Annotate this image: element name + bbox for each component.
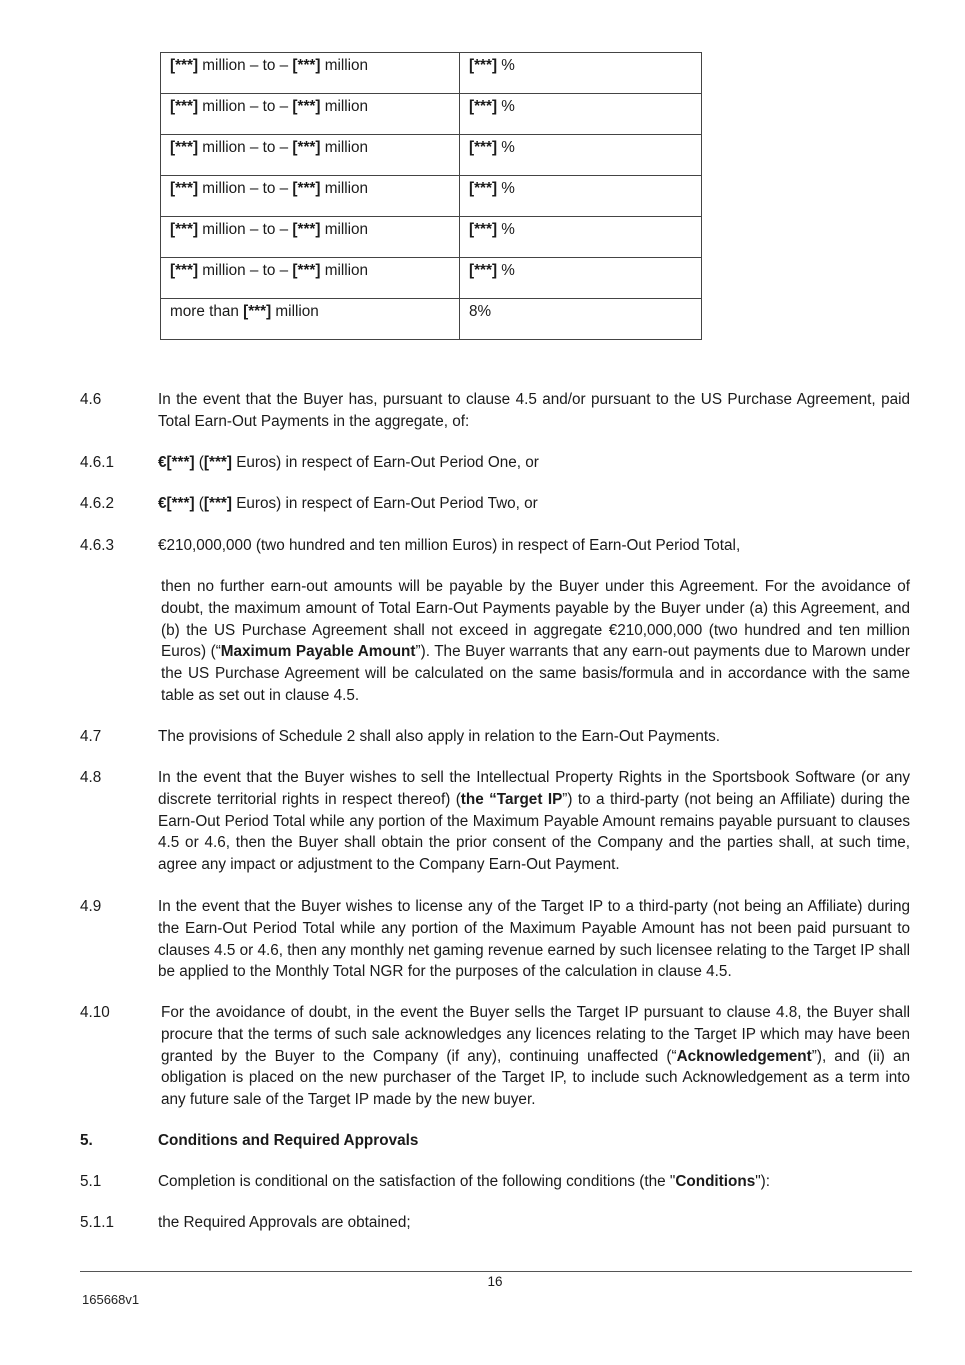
clause-text: In the event that the Buyer has, pursuant to clause 4.5 and/or pursuant to the US Purchase Agreement, paid Total Earn-Out Payments in the aggregate, of: — [158, 391, 910, 430]
clause-number: 4.9 — [80, 898, 102, 915]
table-row — [161, 135, 702, 176]
threshold-cell: [***] million – to – [***] million — [161, 135, 460, 176]
threshold-cell: [***] million – to – [***] million — [161, 94, 460, 135]
clause-4-7 — [80, 726, 910, 748]
clause-text: For the avoidance of doubt, in the event the Buyer sells the Target IP pursuant to clause 4.8, the Buyer shall procure that the terms of such sale acknowledges any licences relating to the Target IP which may have been granted by the Buyer to the Company (if any), continuing unaffected (“Acknowledgement”), and (ii) an obligation is placed on the new purchaser of the Target IP, to include such Acknowledgement as a term into any future sale of the Target IP made by the new buyer. — [161, 1004, 910, 1109]
clause-text: In the event that the Buyer wishes to license any of the Target IP to a third-party (not being an Affiliate) during the Earn-Out Period Total while any portion of the Maximum Payable Amount has not been paid pursuant to clauses 4.5 or 4.6, then any monthly net gaming revenue earned by such licensee relating to the Target IP shall be applied to the Monthly Total NGR for the purposes of the calculation in clause 4.5. — [158, 898, 910, 981]
then-paragraph — [80, 576, 910, 707]
clause-text: The provisions of Schedule 2 shall also apply in relation to the Earn-Out Payments. — [158, 728, 721, 745]
clause-4-10 — [80, 1002, 910, 1111]
threshold-cell: [***] million – to – [***] million — [161, 53, 460, 94]
clause-4-6-2 — [80, 493, 910, 515]
threshold-cell: [***] million – to – [***] million — [161, 217, 460, 258]
table-row — [161, 94, 702, 135]
clause-text: €210,000,000 (two hundred and ten million Euros) in respect of Earn-Out Period Total, — [158, 537, 741, 554]
clause-text: In the event that the Buyer wishes to sell the Intellectual Property Rights in the Sportsbook Software (or any discrete territorial rights in respect thereof) (the “Target IP”) to a third-party (not being an Affiliate) during the Earn-Out Period Total while any portion of the Maximum Payable Amount remains payable pursuant to clauses 4.5 or 4.6, then the Buyer shall obtain the prior consent of the Company and the parties shall, at such time, agree any impact or adjustment to the Company Earn-Out Payment. — [158, 769, 910, 874]
clause-number: 4.6.3 — [80, 537, 115, 554]
rate-cell: [***] % — [460, 176, 702, 217]
clause-4-6-3 — [80, 535, 910, 557]
rate-cell: [***] % — [460, 258, 702, 299]
clause-text: Completion is conditional on the satisfaction of the following conditions (the "Conditions"): — [158, 1173, 770, 1190]
rate-cell: 8% — [460, 299, 702, 340]
clause-5-1 — [80, 1171, 910, 1193]
threshold-cell: more than [***] million — [161, 299, 460, 340]
clause-text: €[***] ([***] Euros) in respect of Earn-Out Period Two, or — [158, 495, 538, 512]
clause-text: €[***] ([***] Euros) in respect of Earn-Out Period One, or — [158, 454, 539, 471]
section-number: 5. — [80, 1132, 93, 1149]
document-id: 165668v1 — [82, 1292, 140, 1307]
table-row — [161, 176, 702, 217]
section-5-heading — [80, 1130, 910, 1152]
clause-number: 4.6.1 — [80, 454, 115, 471]
rate-cell: [***] % — [460, 94, 702, 135]
table-row — [161, 53, 702, 94]
section-title: Conditions and Required Approvals — [158, 1132, 419, 1149]
rate-cell: [***] % — [460, 135, 702, 176]
rate-cell: [***] % — [460, 217, 702, 258]
clause-number: 4.7 — [80, 728, 102, 745]
clause-number: 5.1.1 — [80, 1214, 115, 1231]
table-row — [161, 258, 702, 299]
table-row — [161, 299, 702, 340]
threshold-cell: [***] million – to – [***] million — [161, 258, 460, 299]
clause-4-6-1 — [80, 452, 910, 474]
earn-out-rate-table — [160, 52, 702, 340]
clause-text: the Required Approvals are obtained; — [158, 1214, 411, 1231]
paragraph-text: then no further earn-out amounts will be payable by the Buyer under this Agreement. For the avoidance of doubt, the maximum amount of Total Earn-Out Payments payable by the Buyer under (a) this Agreement, and (b) the US Purchase Agreement shall not exceed in aggregate €210,000,000 (two hundred and ten million Euros) (“Maximum Payable Amount”). The Buyer warrants that any earn-out payments due to Marown under the US Purchase Agreement will be calculated on the same basis/formula and in accordance with the same table as set out in clause 4.5. — [161, 578, 910, 704]
clause-number: 5.1 — [80, 1173, 102, 1190]
clause-4-8 — [80, 767, 910, 876]
clause-number: 4.6.2 — [80, 495, 115, 512]
page-number: 16 — [487, 1274, 503, 1289]
clause-5-1-1 — [80, 1212, 910, 1234]
clause-number: 4.6 — [80, 391, 102, 408]
clause-number: 4.10 — [80, 1004, 110, 1021]
clause-4-9 — [80, 896, 910, 983]
rate-cell: [***] % — [460, 53, 702, 94]
threshold-cell: [***] million – to – [***] million — [161, 176, 460, 217]
clause-4-6 — [80, 389, 910, 433]
clause-number: 4.8 — [80, 769, 102, 786]
footer-divider — [80, 1271, 912, 1272]
table-row — [161, 217, 702, 258]
